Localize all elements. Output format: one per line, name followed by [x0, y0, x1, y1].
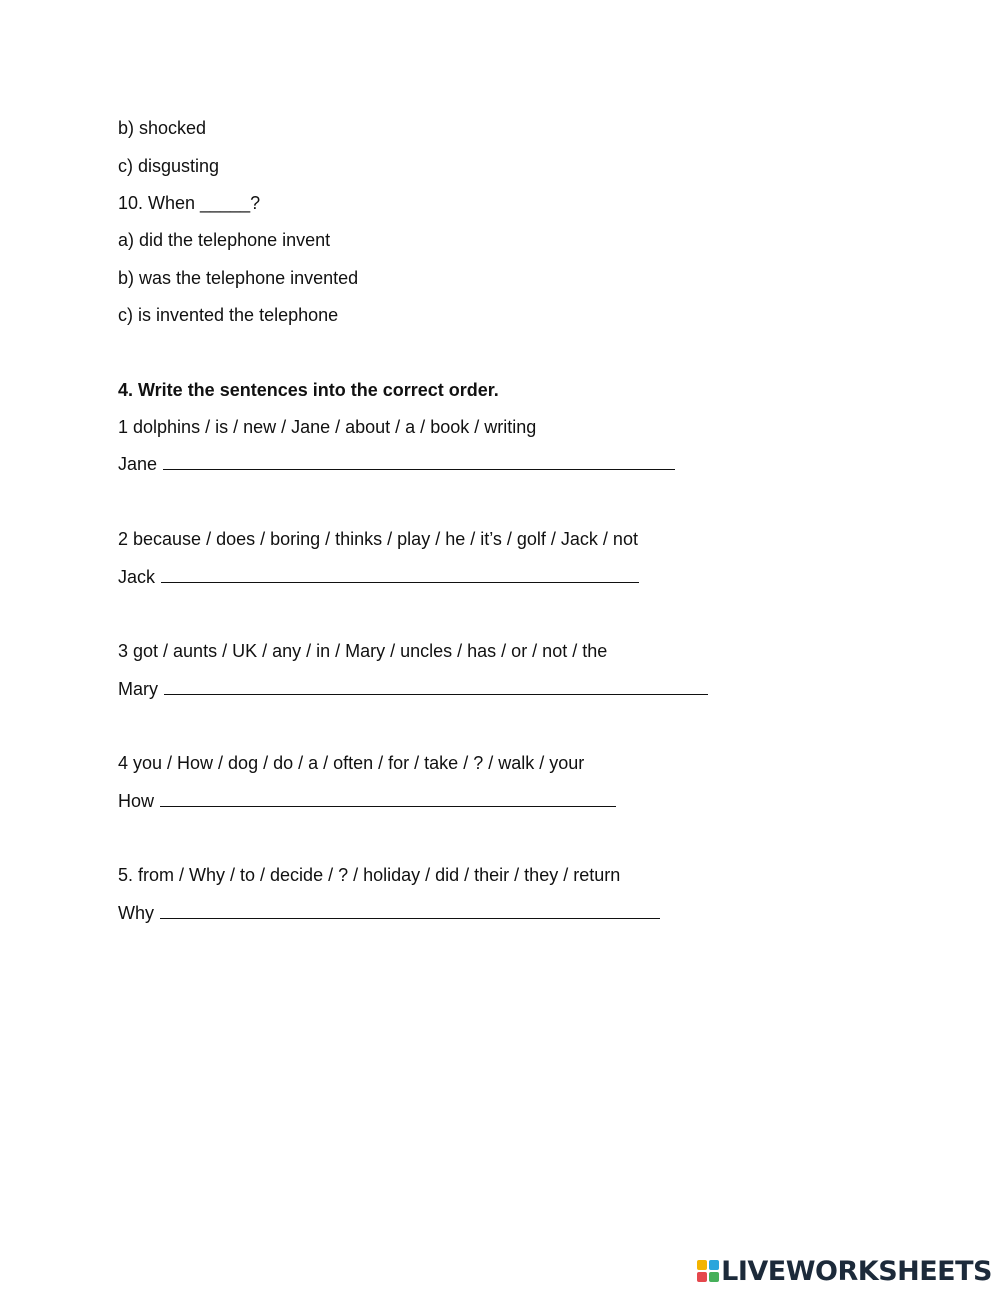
item-3-answer-blank[interactable]	[164, 678, 708, 695]
liveworksheets-logo[interactable]	[697, 1254, 992, 1288]
item-4-answer-row	[118, 790, 616, 812]
item-2-answer-blank[interactable]	[161, 566, 639, 583]
item-5-answer-start: Why	[118, 903, 154, 923]
item-1-answer-row	[118, 453, 675, 475]
logo-text: LIVEWORKSHEETS	[721, 1255, 992, 1287]
q10-option-c: c) is invented the telephone	[118, 305, 339, 325]
q10-question: 10. When _____?	[118, 193, 261, 213]
item-2-prompt: 2 because / does / boring / thinks / play / he / it’s / golf / Jack / not	[118, 529, 638, 549]
item-4-prompt: 4 you / How / dog / do / a / often / for / take / ? / walk / your	[118, 753, 585, 773]
q9-option-c: c) disgusting	[118, 156, 220, 176]
item-5-answer-row	[118, 902, 660, 924]
item-1-answer-blank[interactable]	[163, 453, 675, 470]
q10-option-b: b) was the telephone invented	[118, 268, 359, 288]
item-3-prompt: 3 got / aunts / UK / any / in / Mary / uncles / has / or / not / the	[118, 641, 608, 661]
logo-block-green	[709, 1272, 719, 1282]
item-3-answer-row	[118, 678, 708, 700]
item-5-answer-blank[interactable]	[160, 902, 660, 919]
item-1-prompt: 1 dolphins / is / new / Jane / about / a / book / writing	[118, 417, 537, 437]
logo-block-red	[697, 1272, 707, 1282]
item-2-answer-start: Jack	[118, 567, 156, 587]
logo-blocks-icon	[697, 1260, 719, 1282]
item-1-answer-start: Jane	[118, 454, 158, 474]
item-5-prompt: 5. from / Why / to / decide / ? / holiday / did / their / they / return	[118, 865, 621, 885]
logo-block-blue	[709, 1260, 719, 1270]
item-4-answer-blank[interactable]	[160, 790, 616, 807]
item-3-answer-start: Mary	[118, 679, 158, 699]
item-4-answer-start: How	[118, 791, 155, 811]
q9-option-b: b) shocked	[118, 118, 207, 138]
logo-block-yellow	[697, 1260, 707, 1270]
item-2-answer-row	[118, 566, 639, 588]
q10-option-a: a) did the telephone invent	[118, 230, 331, 250]
section-4-heading: 4. Write the sentences into the correct order.	[118, 380, 499, 400]
